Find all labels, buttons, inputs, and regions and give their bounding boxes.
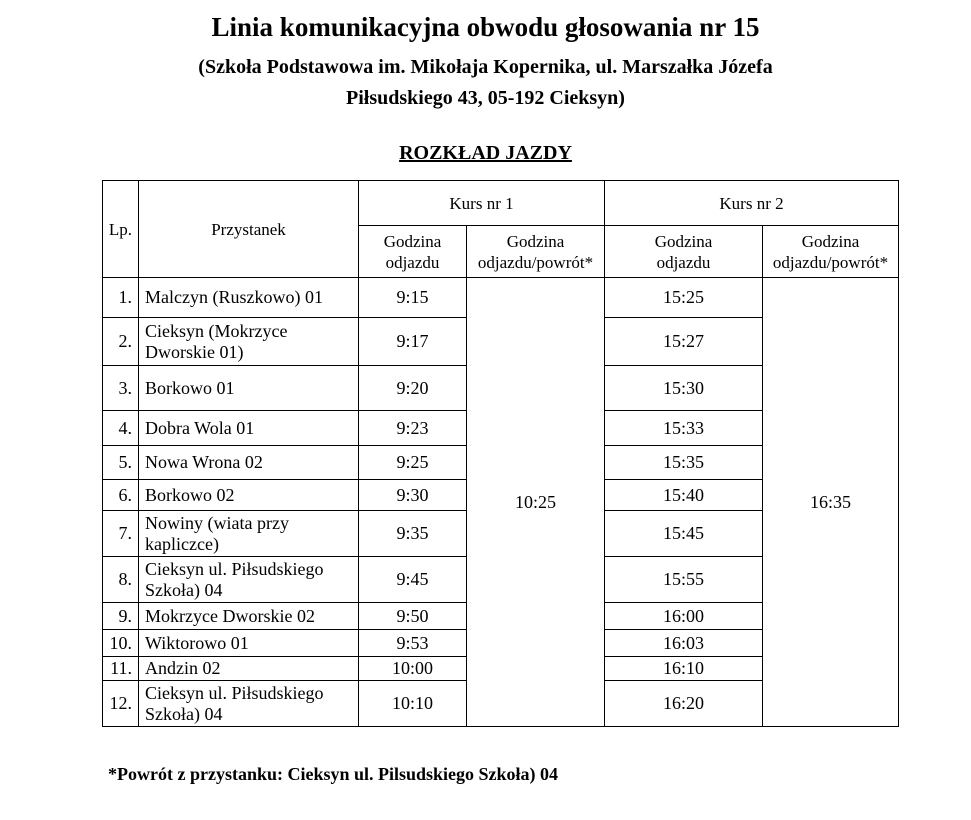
stop-name	[139, 278, 359, 318]
row-number: 10.	[103, 630, 139, 657]
header-course-2: Kurs nr 2	[605, 181, 899, 226]
stop-name-line1: Nowiny (wiata przy	[145, 512, 289, 533]
header-return-line1: Godzina	[801, 231, 860, 251]
stop-name-line1: Mokrzyce Dworskie 02	[145, 605, 315, 626]
header-departure-line1: Godzina	[654, 231, 713, 251]
stop-name-line1: Nowa Wrona 02	[145, 452, 263, 472]
stop-name	[139, 681, 359, 727]
stop-name-line2: kapliczce)	[145, 533, 219, 554]
row-number: 3.	[103, 366, 139, 411]
header-course-1: Kurs nr 1	[359, 181, 605, 226]
departure-time-course-1: 10:10	[359, 681, 467, 727]
header-departure-course-2	[605, 226, 763, 278]
row-number: 11.	[103, 657, 139, 681]
departure-time-course-2: 16:03	[605, 630, 763, 657]
stop-name-line2: Szkoła) 04	[145, 703, 223, 724]
departure-time-course-2: 16:20	[605, 681, 763, 727]
departure-time-course-1: 9:35	[359, 511, 467, 557]
stop-name	[139, 511, 359, 557]
departure-time-course-1: 10:00	[359, 657, 467, 681]
departure-time-course-1: 9:15	[359, 278, 467, 318]
departure-time-course-1: 9:30	[359, 480, 467, 511]
departure-time-course-1: 9:25	[359, 446, 467, 480]
schedule-heading: ROZKŁAD JAZDY	[399, 142, 572, 164]
stop-name	[139, 480, 359, 511]
header-departure-line2: odjazdu	[385, 252, 440, 272]
header-departure-line1: Godzina	[383, 231, 442, 251]
stop-name	[139, 657, 359, 681]
header-return-course-1	[467, 226, 605, 278]
header-lp: Lp.	[103, 181, 139, 278]
departure-time-course-1: 9:23	[359, 411, 467, 446]
stop-name-line1: Cieksyn (Mokrzyce	[145, 320, 288, 341]
header-return-line1: Godzina	[506, 231, 565, 251]
stop-name-line1: Andzin 02	[145, 658, 221, 678]
document-title: Linia komunikacyjna obwodu głosowania nr 15	[211, 12, 760, 42]
stop-name	[139, 557, 359, 603]
stop-name	[139, 603, 359, 630]
return-time-course-2: 16:35	[763, 278, 899, 727]
departure-time-course-2: 15:25	[605, 278, 763, 318]
header-return-course-2	[763, 226, 899, 278]
departure-time-course-1: 9:45	[359, 557, 467, 603]
stop-name	[139, 411, 359, 446]
stop-name-line1: Wiktorowo 01	[145, 632, 249, 653]
stop-name-line1: Borkowo 02	[145, 484, 235, 505]
departure-time-course-2: 15:55	[605, 557, 763, 603]
stop-name-line2: Szkoła) 04	[145, 579, 223, 600]
stop-name-line1: Borkowo 01	[145, 377, 235, 398]
stop-name-line2: Dworskie 01)	[145, 341, 244, 362]
header-return-line2: odjazdu/powrót*	[477, 252, 594, 272]
departure-time-course-2: 15:35	[605, 446, 763, 480]
document-subtitle-line2: Piłsudskiego 43, 05-192 Cieksyn)	[346, 87, 625, 109]
stop-name	[139, 366, 359, 411]
timetable	[102, 180, 899, 727]
table-row	[103, 278, 899, 318]
stop-name-line1: Malczyn (Ruszkowo) 01	[145, 287, 323, 307]
return-time-course-1: 10:25	[467, 278, 605, 727]
departure-time-course-2: 15:27	[605, 318, 763, 366]
timetable-body	[103, 278, 899, 727]
departure-time-course-2: 16:00	[605, 603, 763, 630]
row-number: 5.	[103, 446, 139, 480]
header-departure-line2: odjazdu	[656, 252, 711, 272]
departure-time-course-2: 15:30	[605, 366, 763, 411]
header-return-line2: odjazdu/powrót*	[772, 252, 889, 272]
departure-time-course-1: 9:20	[359, 366, 467, 411]
row-number: 9.	[103, 603, 139, 630]
stop-name	[139, 446, 359, 480]
departure-time-course-2: 15:33	[605, 411, 763, 446]
departure-time-course-2: 16:10	[605, 657, 763, 681]
row-number: 12.	[103, 681, 139, 727]
departure-time-course-2: 15:45	[605, 511, 763, 557]
header-departure-course-1	[359, 226, 467, 278]
row-number: 7.	[103, 511, 139, 557]
stop-name	[139, 630, 359, 657]
row-number: 4.	[103, 411, 139, 446]
stop-name	[139, 318, 359, 366]
header-stop: Przystanek	[139, 181, 359, 278]
row-number: 6.	[103, 480, 139, 511]
stop-name-line1: Dobra Wola 01	[145, 417, 255, 438]
departure-time-course-1: 9:50	[359, 603, 467, 630]
stop-name-line1: Cieksyn ul. Piłsudskiego	[145, 682, 324, 703]
departure-time-course-1: 9:53	[359, 630, 467, 657]
footnote: *Powrót z przystanku: Cieksyn ul. Pilsudskiego Szkoła) 04	[108, 764, 559, 784]
departure-time-course-1: 9:17	[359, 318, 467, 366]
stop-name-line1: Cieksyn ul. Piłsudskiego	[145, 558, 324, 579]
departure-time-course-2: 15:40	[605, 480, 763, 511]
document-subtitle-line1: (Szkoła Podstawowa im. Mikołaja Kopernika, ul. Marszałka Józefa	[198, 56, 773, 78]
row-number: 8.	[103, 557, 139, 603]
row-number: 1.	[103, 278, 139, 318]
row-number: 2.	[103, 318, 139, 366]
